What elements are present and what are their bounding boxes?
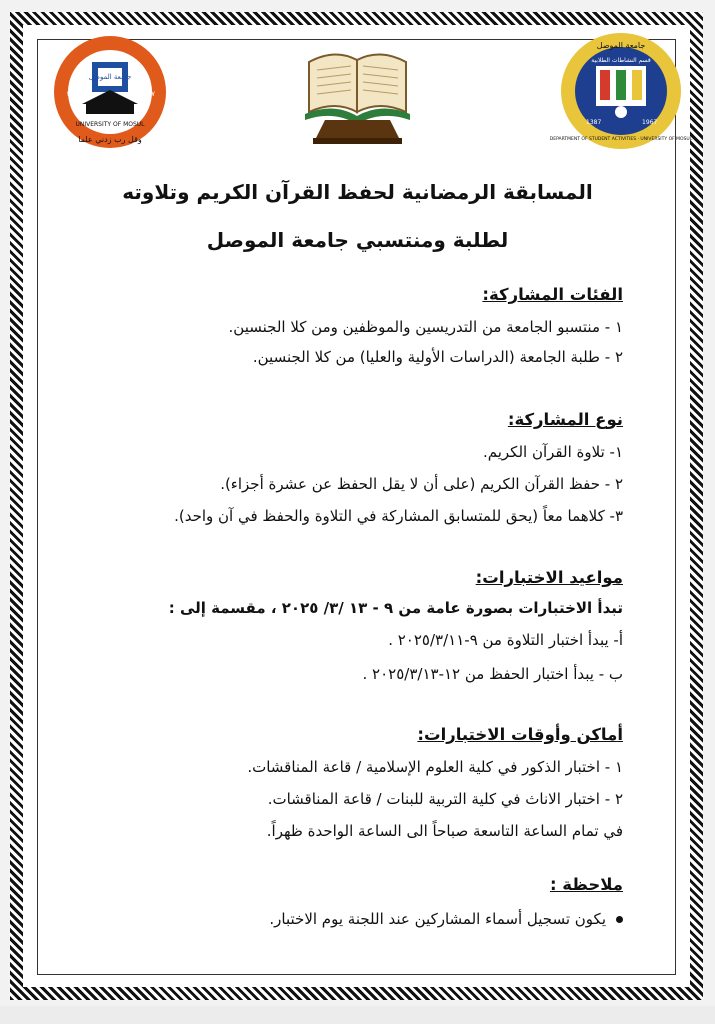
logo-left-year-right: ١٣٨٧ [140,90,156,98]
logo-left-ar-text: جامعة الموصل [88,73,132,81]
logo-right-sub-text: قسم النشاطات الطلابية [591,57,651,64]
bottom-strip [0,1006,715,1024]
categories-item-2: ٢ - طلبة الجامعة (الدراسات الأولية والعليا) من كلا الجنسين. [252,348,623,366]
places-item-3: في تمام الساعة التاسعة صباحاً الى الساعة الواحدة ظهراً. [266,822,623,840]
participation-item-3: ٣- كلاهما معاً (يحق للمتسابق المشاركة في التلاوة والحفظ في آن واحد). [174,507,623,525]
title-line-2: لطلبة ومنتسبي جامعة الموصل [206,228,509,252]
logo-right-en-text: DEPARTMENT OF STUDENT ACTIVITIES · UNIVERSITY OF MOSUL [549,137,693,142]
dates-item-1: أ- يبدأ اختبار التلاوة من ٩-٢٠٢٥/٣/١١ . [388,631,623,649]
participation-item-2: ٢ - حفظ القرآن الكريم (على أن لا يقل الحفظ عن عشرة أجزاء). [220,475,623,493]
university-of-mosul-logo [52,34,168,150]
title-line-1: المسابقة الرمضانية لحفظ القرآن الكريم وتلاوته [122,180,593,204]
participation-section [83,410,623,525]
logo-left-year-left: ١٩٦٧ [66,90,82,98]
dates-item-2: ب - يبدأ اختبار الحفظ من ١٢-٢٠٢٥/٣/١٣ . [362,665,623,683]
student-activities-logo [549,32,693,150]
note-item-text: يكون تسجيل أسماء المشاركين عند اللجنة يوم الاختبار. [269,910,606,928]
categories-section [83,285,623,366]
categories-heading: الفئات المشاركة: [482,285,623,304]
categories-item-1: ١ - منتسبو الجامعة من التدريسين والموظفين ومن كلا الجنسين. [228,318,623,336]
bullet-icon [616,916,623,923]
participation-item-1: ١- تلاوة القرآن الكريم. [482,443,623,461]
places-section [83,725,623,840]
dates-section [83,568,623,683]
places-heading: أماكن وأوقات الاختبارات: [417,725,623,744]
dates-intro: تبدأ الاختبارات بصورة عامة من ٩ - ١٣ /٣/ ٢٠٢٥ ، مقسمة إلى : [168,599,623,617]
participation-heading: نوع المشاركة: [507,410,623,429]
places-item-2: ٢ - اختبار الاناث في كلية التربية للبنات / قاعة المناقشات. [267,790,623,808]
logo-left-en-text: UNIVERSITY OF MOSUL [75,121,145,128]
note-section [83,875,623,928]
dates-heading: مواعيد الاختبارات: [475,568,623,587]
logo-right-year-left: 1387 [586,119,602,126]
open-quran-icon [295,40,420,148]
note-item [83,910,623,928]
note-heading: ملاحظة : [549,875,623,894]
logo-left-motto: وقل رب زدني علما [78,135,142,144]
places-item-1: ١ - اختبار الذكور في كلية العلوم الإسلامية / قاعة المناقشات. [247,758,623,776]
logo-right-ar-text: جامعة الموصل [596,41,646,50]
logo-right-year-right: 1967 [642,119,658,126]
